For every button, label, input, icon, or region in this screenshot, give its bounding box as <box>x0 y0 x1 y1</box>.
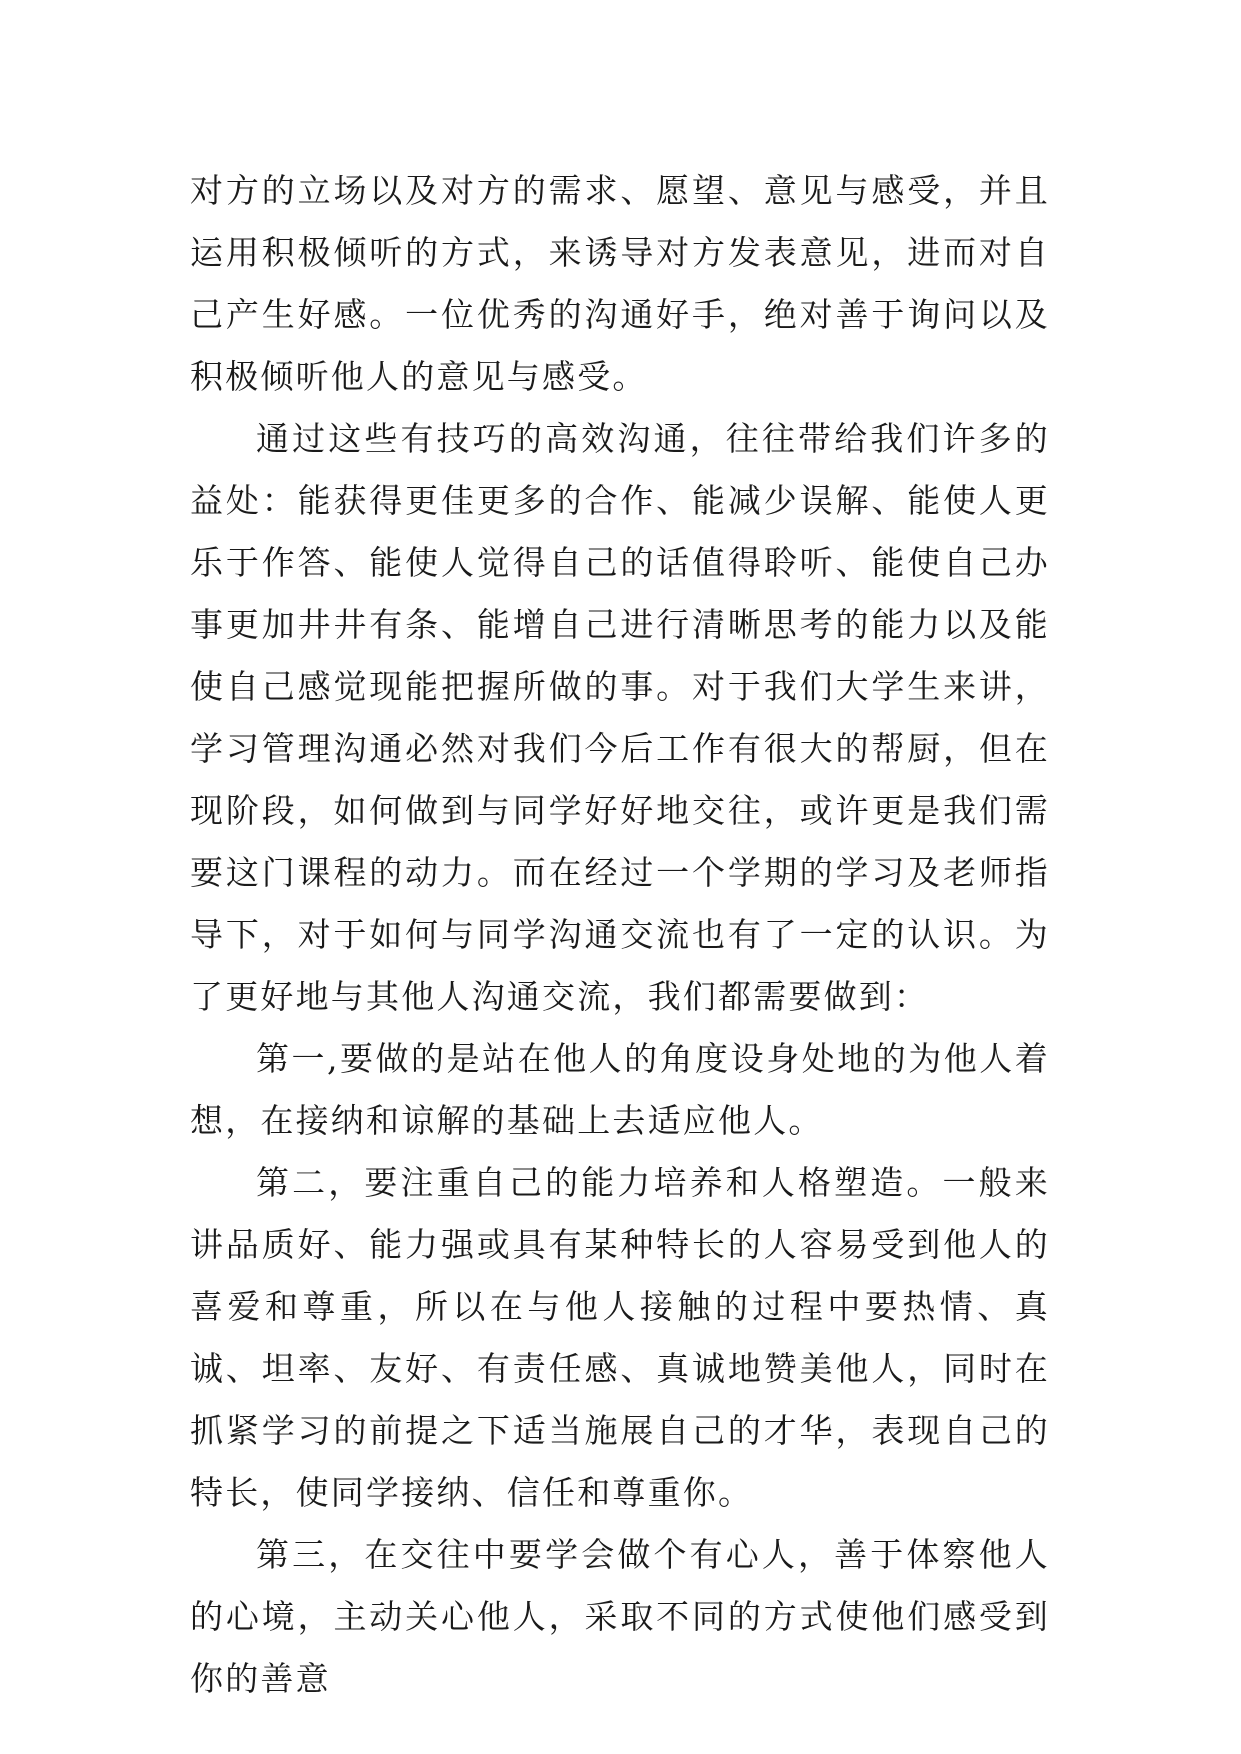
paragraph-2: 通过这些有技巧的高效沟通，往往带给我们许多的益处：能获得更佳更多的合作、能减少误解、能使人更乐于作答、能使人觉得自己的话值得聆听、能使自己办事更加井井有条、能增自己进行清晰思考的能力以及能使自己感觉现能把握所做的事。对于我们大学生来讲，学习管理沟通必然对我们今后工作有很大的帮厨，但在现阶段，如何做到与同学好好地交往，或许更是我们需要这门课程的动力。而在经过一个学期的学习及老师指导下，对于如何与同学沟通交流也有了一定的认识。为了更好地与其他人沟通交流，我们都需要做到： <box>190 419 1050 1016</box>
paragraph-4: 第二，要注重自己的能力培养和人格塑造。一般来讲品质好、能力强或具有某种特长的人容易受到他人的喜爱和尊重，所以在与他人接触的过程中要热情、真诚、坦率、友好、有责任感、真诚地赞美他人，同时在抓紧学习的前提之下适当施展自己的才华，表现自己的特长，使同学接纳、信任和尊重你。 <box>190 1163 1050 1512</box>
paragraph-3: 第一,要做的是站在他人的角度设身处地的为他人着想，在接纳和谅解的基础上去适应他人。 <box>190 1039 1050 1140</box>
document-body <box>190 160 1050 1710</box>
paragraph-5: 第三，在交往中要学会做个有心人，善于体察他人的心境，主动关心他人，采取不同的方式使他们感受到你的善意 <box>190 1535 1050 1698</box>
paragraph-1: 对方的立场以及对方的需求、愿望、意见与感受，并且运用积极倾听的方式，来诱导对方发表意见，进而对自己产生好感。一位优秀的沟通好手，绝对善于询问以及积极倾听他人的意见与感受。 <box>190 171 1050 396</box>
